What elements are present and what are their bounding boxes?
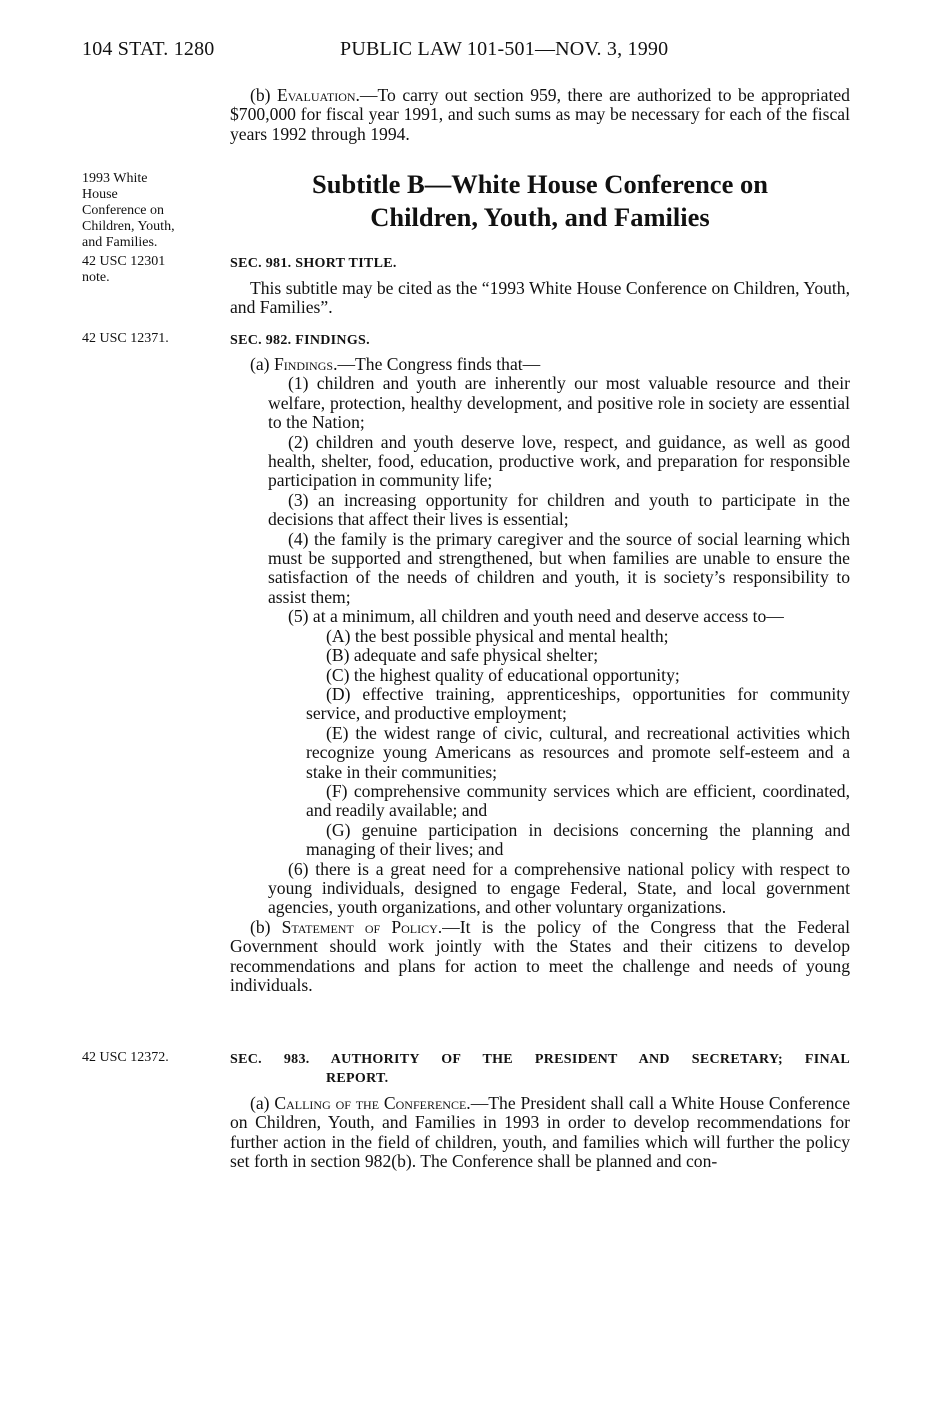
margin-note-subtitle: 1993 White House Conference on Children, Youth, and Families. <box>82 171 175 250</box>
finding-item: (4) the family is the primary caregiver and the source of social learning which must be supported and strengthened, but when families are unable to ensure the satisfaction of the needs of children and youth, it is society’s responsibility to assist them; <box>268 528 850 607</box>
finding-subitem: (C) the highest quality of educational opportunity; <box>326 664 680 685</box>
sec-981-heading: SEC. 981. SHORT TITLE. <box>230 256 397 271</box>
finding-item: (3) an increasing opportunity for children and youth to participate in the decisions that affect their lives is essential; <box>268 489 850 530</box>
finding-subitem: (A) the best possible physical and mental health; <box>326 625 669 646</box>
finding-subitem: (B) adequate and safe physical shelter; <box>326 645 599 666</box>
finding-subitem: (F) comprehensive community services which are efficient, coordinated, and readily available; and <box>306 780 850 821</box>
margin-note-usc-12301: 42 USC 12301 note. <box>82 254 166 285</box>
subtitle-heading: Subtitle B—White House Conference on Children, Youth, and Families <box>312 169 768 232</box>
evaluation-heading: Evaluation <box>277 85 356 105</box>
evaluation-paragraph: (b) Evaluation.—To carry out section 959, there are authorized to be appropriated $700,000 for fiscal year 1991, and such sums as may be necessary for each of the fiscal years 1992 through 1994. <box>230 85 850 144</box>
running-header <box>82 38 862 66</box>
margin-note-usc-12372: 42 USC 12372. <box>82 1050 169 1065</box>
sec-981-text: This subtitle may be cited as the “1993 White House Conference on Children, Youth, and Families”. <box>230 278 850 318</box>
margin-note-usc-12371: 42 USC 12371. <box>82 331 169 346</box>
sec-982-findings: (a) Findings.—The Congress finds that— (1) children and youth are inherently our most valuable resource and their welfare, protection, healthy development, and positive role in society are essential to the Nation; (2) children and youth deserve love, respect, and guidance, as well as good health, shelter, food, education, productive work, and preparation for responsible participation in community life; (3) an increasing opportunity for children and youth to participate in the decisions that affect their lives is essential; (4) the family is the primary caregiver and the source of social learning which must be supported and strengthened, but when families are unable to ensure the satisfaction of the needs of children and youth, it is society’s responsibility to assist them; (5) at a minimum, all children and youth need and deserve access to— (A) the best possible physical and mental health; (B) adequate and safe physical shelter; (C) the highest quality of educational opportunity; (D) effective training, apprenticeships, opportunities for community service, and productive employment; (E) the widest range of civic, cultural, and recreational activities which recognize young Americans as resources and promote self-esteem and a stake in their communities; (F) comprehensive community services which are efficient, coordinated, and readily available; and (G) genuine participation in decisions concerning the planning and managing of their lives; and (6) there is a great need for a comprehensive national policy with respect to young individuals, designed to engage Federal, State, and local government agencies, youth organizations, and other voluntary organizations. (b) Statement of Policy.—It is the policy of the Congress that the Federal Government should work jointly with the States and their citizens to develop recommendations and plans for action to meet the challenge and needs of young individuals. <box>230 354 850 995</box>
statement-of-policy: (b) Statement of Policy.—It is the policy of the Congress that the Federal Government should work jointly with the States and their citizens to develop recommendations and plans for action to meet the challenge and needs of young individuals. <box>230 916 850 995</box>
finding-item: (1) children and youth are inherently our most valuable resource and their welfare, protection, healthy development, and positive role in society are essential to the Nation; <box>268 373 850 433</box>
finding-subitem: (E) the widest range of civic, cultural, and recreational activities which recognize young Americans as resources and promote self-esteem and a stake in their communities; <box>306 722 850 782</box>
policy-heading: Statement of Policy <box>281 916 438 937</box>
finding-item: (2) children and youth deserve love, respect, and guidance, as well as good health, shelter, food, education, productive work, and preparation for responsible participation in community life; <box>268 431 850 491</box>
law-title: PUBLIC LAW 101-501—NOV. 3, 1990 <box>340 38 669 60</box>
finding-subitem: (G) genuine participation in decisions concerning the planning and managing of their lives; and <box>306 819 850 860</box>
finding-item: (5) at a minimum, all children and youth need and deserve access to— <box>288 606 784 627</box>
sec-982-heading: SEC. 982. FINDINGS. <box>230 333 370 348</box>
findings-heading: Findings <box>273 354 334 374</box>
sec-983-calling: (a) Calling of the Conference.—The President shall call a White House Conference on Children, Youth, and Families in 1993 in order to develop recommendations for further action in the field of children, youth, and families which will further the policy set forth in section 982(b). The Conference shall be planned and con- <box>230 1093 851 1172</box>
sec-983-heading: SEC. 983. AUTHORITY OF THE PRESIDENT AND SECRETARY; FINAL <box>230 1052 850 1067</box>
finding-item: (6) there is a great need for a comprehensive national policy with respect to young individuals, designed to engage Federal, State, and local government agencies, youth organizations, and other voluntary organizations. <box>268 858 850 918</box>
calling-heading: Calling of the Conference <box>274 1093 467 1113</box>
finding-subitem: (D) effective training, apprenticeships, opportunities for community service, and productive employment; <box>306 683 850 724</box>
sec-983-heading-cont: REPORT. <box>326 1071 389 1086</box>
page-reference: 104 STAT. 1280 <box>82 38 215 60</box>
